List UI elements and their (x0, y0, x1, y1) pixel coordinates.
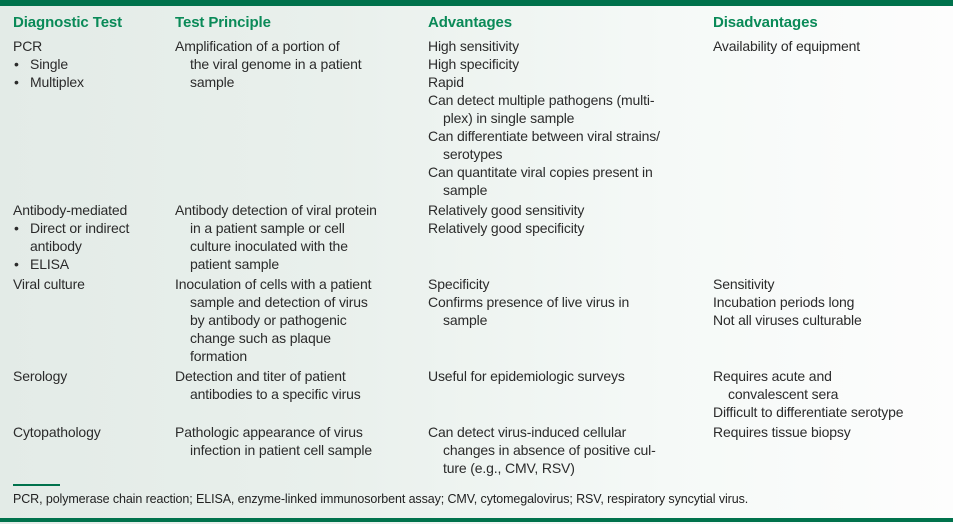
column-header-advantages: Advantages (428, 14, 513, 31)
text-line: Antibody detection of viral protein (175, 202, 377, 218)
column-header-diagnostic-test: Diagnostic Test (13, 14, 123, 31)
text-line: by antibody or pathogenic (190, 312, 347, 328)
table-row (13, 423, 947, 477)
text-line: sample (443, 182, 488, 198)
table (0, 6, 953, 507)
text-line: changes in absence of positive cul- (443, 442, 656, 458)
text-line: sample (190, 74, 235, 90)
cell-principle (175, 423, 428, 477)
table-header-row (13, 14, 947, 32)
text-line: ture (e.g., CMV, RSV) (443, 460, 575, 476)
cell-test (13, 201, 175, 273)
text-line: Useful for epidemiologic surveys (428, 368, 625, 384)
text-line: • Single (13, 55, 175, 73)
text-line: Detection and titer of patient (175, 368, 346, 384)
text-line: Requires acute and (713, 368, 832, 384)
text-line: formation (190, 348, 248, 364)
text-line: Sensitivity (713, 276, 775, 292)
footnote-text: PCR, polymerase chain reaction; ELISA, enzyme-linked immunosorbent assay; CMV, cytomegalovirus; RSV, respiratory syncytial virus. (13, 492, 749, 506)
text-line: • ELISA (13, 255, 175, 273)
cell-test (13, 367, 175, 421)
cell-principle (175, 275, 428, 365)
cell-disadvantages (713, 37, 947, 199)
cell-advantages (428, 201, 713, 273)
text-line: in a patient sample or cell (190, 220, 345, 236)
cell-principle (175, 367, 428, 421)
column-header-test-principle: Test Principle (175, 14, 271, 31)
text-line: culture inoculated with the (190, 238, 348, 254)
cell-principle (175, 37, 428, 199)
cell-disadvantages (713, 423, 947, 477)
text-line: • Multiplex (13, 73, 175, 91)
text-line: Incubation periods long (713, 294, 855, 310)
text-line: patient sample (190, 256, 279, 272)
table-row (13, 275, 947, 365)
text-line: Difficult to differentiate serotype (713, 404, 904, 420)
table-row (13, 201, 947, 273)
text-line: Confirms presence of live virus in (428, 294, 630, 310)
column-header-disadvantages: Disadvantages (713, 14, 818, 31)
text-line: Specificity (428, 276, 490, 292)
cell-advantages (428, 423, 713, 477)
table-row (13, 37, 947, 199)
cell-test (13, 37, 175, 199)
cell-advantages (428, 367, 713, 421)
table-body (13, 37, 947, 477)
cell-advantages (428, 275, 713, 365)
cell-disadvantages (713, 201, 947, 273)
text-line: antibodies to a specific virus (190, 386, 361, 402)
footnote-rule (13, 484, 60, 486)
text-line: Serology (13, 368, 68, 384)
cell-advantages (428, 37, 713, 199)
text-line: plex) in single sample (443, 110, 575, 126)
text-line: Can detect virus-induced cellular (428, 424, 627, 440)
text-line: sample (443, 312, 488, 328)
text-line: High specificity (428, 56, 519, 72)
text-line: Can detect multiple pathogens (multi- (428, 92, 655, 108)
text-line: Not all viruses culturable (713, 312, 862, 328)
cell-test (13, 275, 175, 365)
bottom-rule (0, 518, 953, 522)
cell-disadvantages (713, 367, 947, 421)
text-line: Cytopathology (13, 424, 101, 440)
text-line: the viral genome in a patient (190, 56, 362, 72)
text-line: High sensitivity (428, 38, 519, 54)
table-row (13, 367, 947, 421)
text-line: PCR (13, 38, 43, 54)
text-line: convalescent sera (728, 386, 839, 402)
text-line: antibody (30, 238, 82, 254)
text-line: Relatively good sensitivity (428, 202, 585, 218)
cell-test (13, 423, 175, 477)
text-line: Availability of equipment (713, 38, 860, 54)
cell-principle (175, 201, 428, 273)
text-line: sample and detection of virus (190, 294, 368, 310)
text-line: • Direct or indirect (13, 219, 175, 237)
text-line: serotypes (443, 146, 503, 162)
text-line: Antibody-mediated (13, 202, 128, 218)
text-line: Amplification of a portion of (175, 38, 340, 54)
text-line: Can differentiate between viral strains/ (428, 128, 660, 144)
text-line: Can quantitate viral copies present in (428, 164, 653, 180)
text-line: Inoculation of cells with a patient (175, 276, 372, 292)
text-line: Rapid (428, 74, 464, 90)
text-line: Pathologic appearance of virus (175, 424, 363, 440)
text-line: infection in patient cell sample (190, 442, 372, 458)
text-line: change such as plaque (190, 330, 331, 346)
cell-disadvantages (713, 275, 947, 365)
text-line: Viral culture (13, 276, 85, 292)
text-line: Relatively good specificity (428, 220, 585, 236)
text-line: Requires tissue biopsy (713, 424, 851, 440)
